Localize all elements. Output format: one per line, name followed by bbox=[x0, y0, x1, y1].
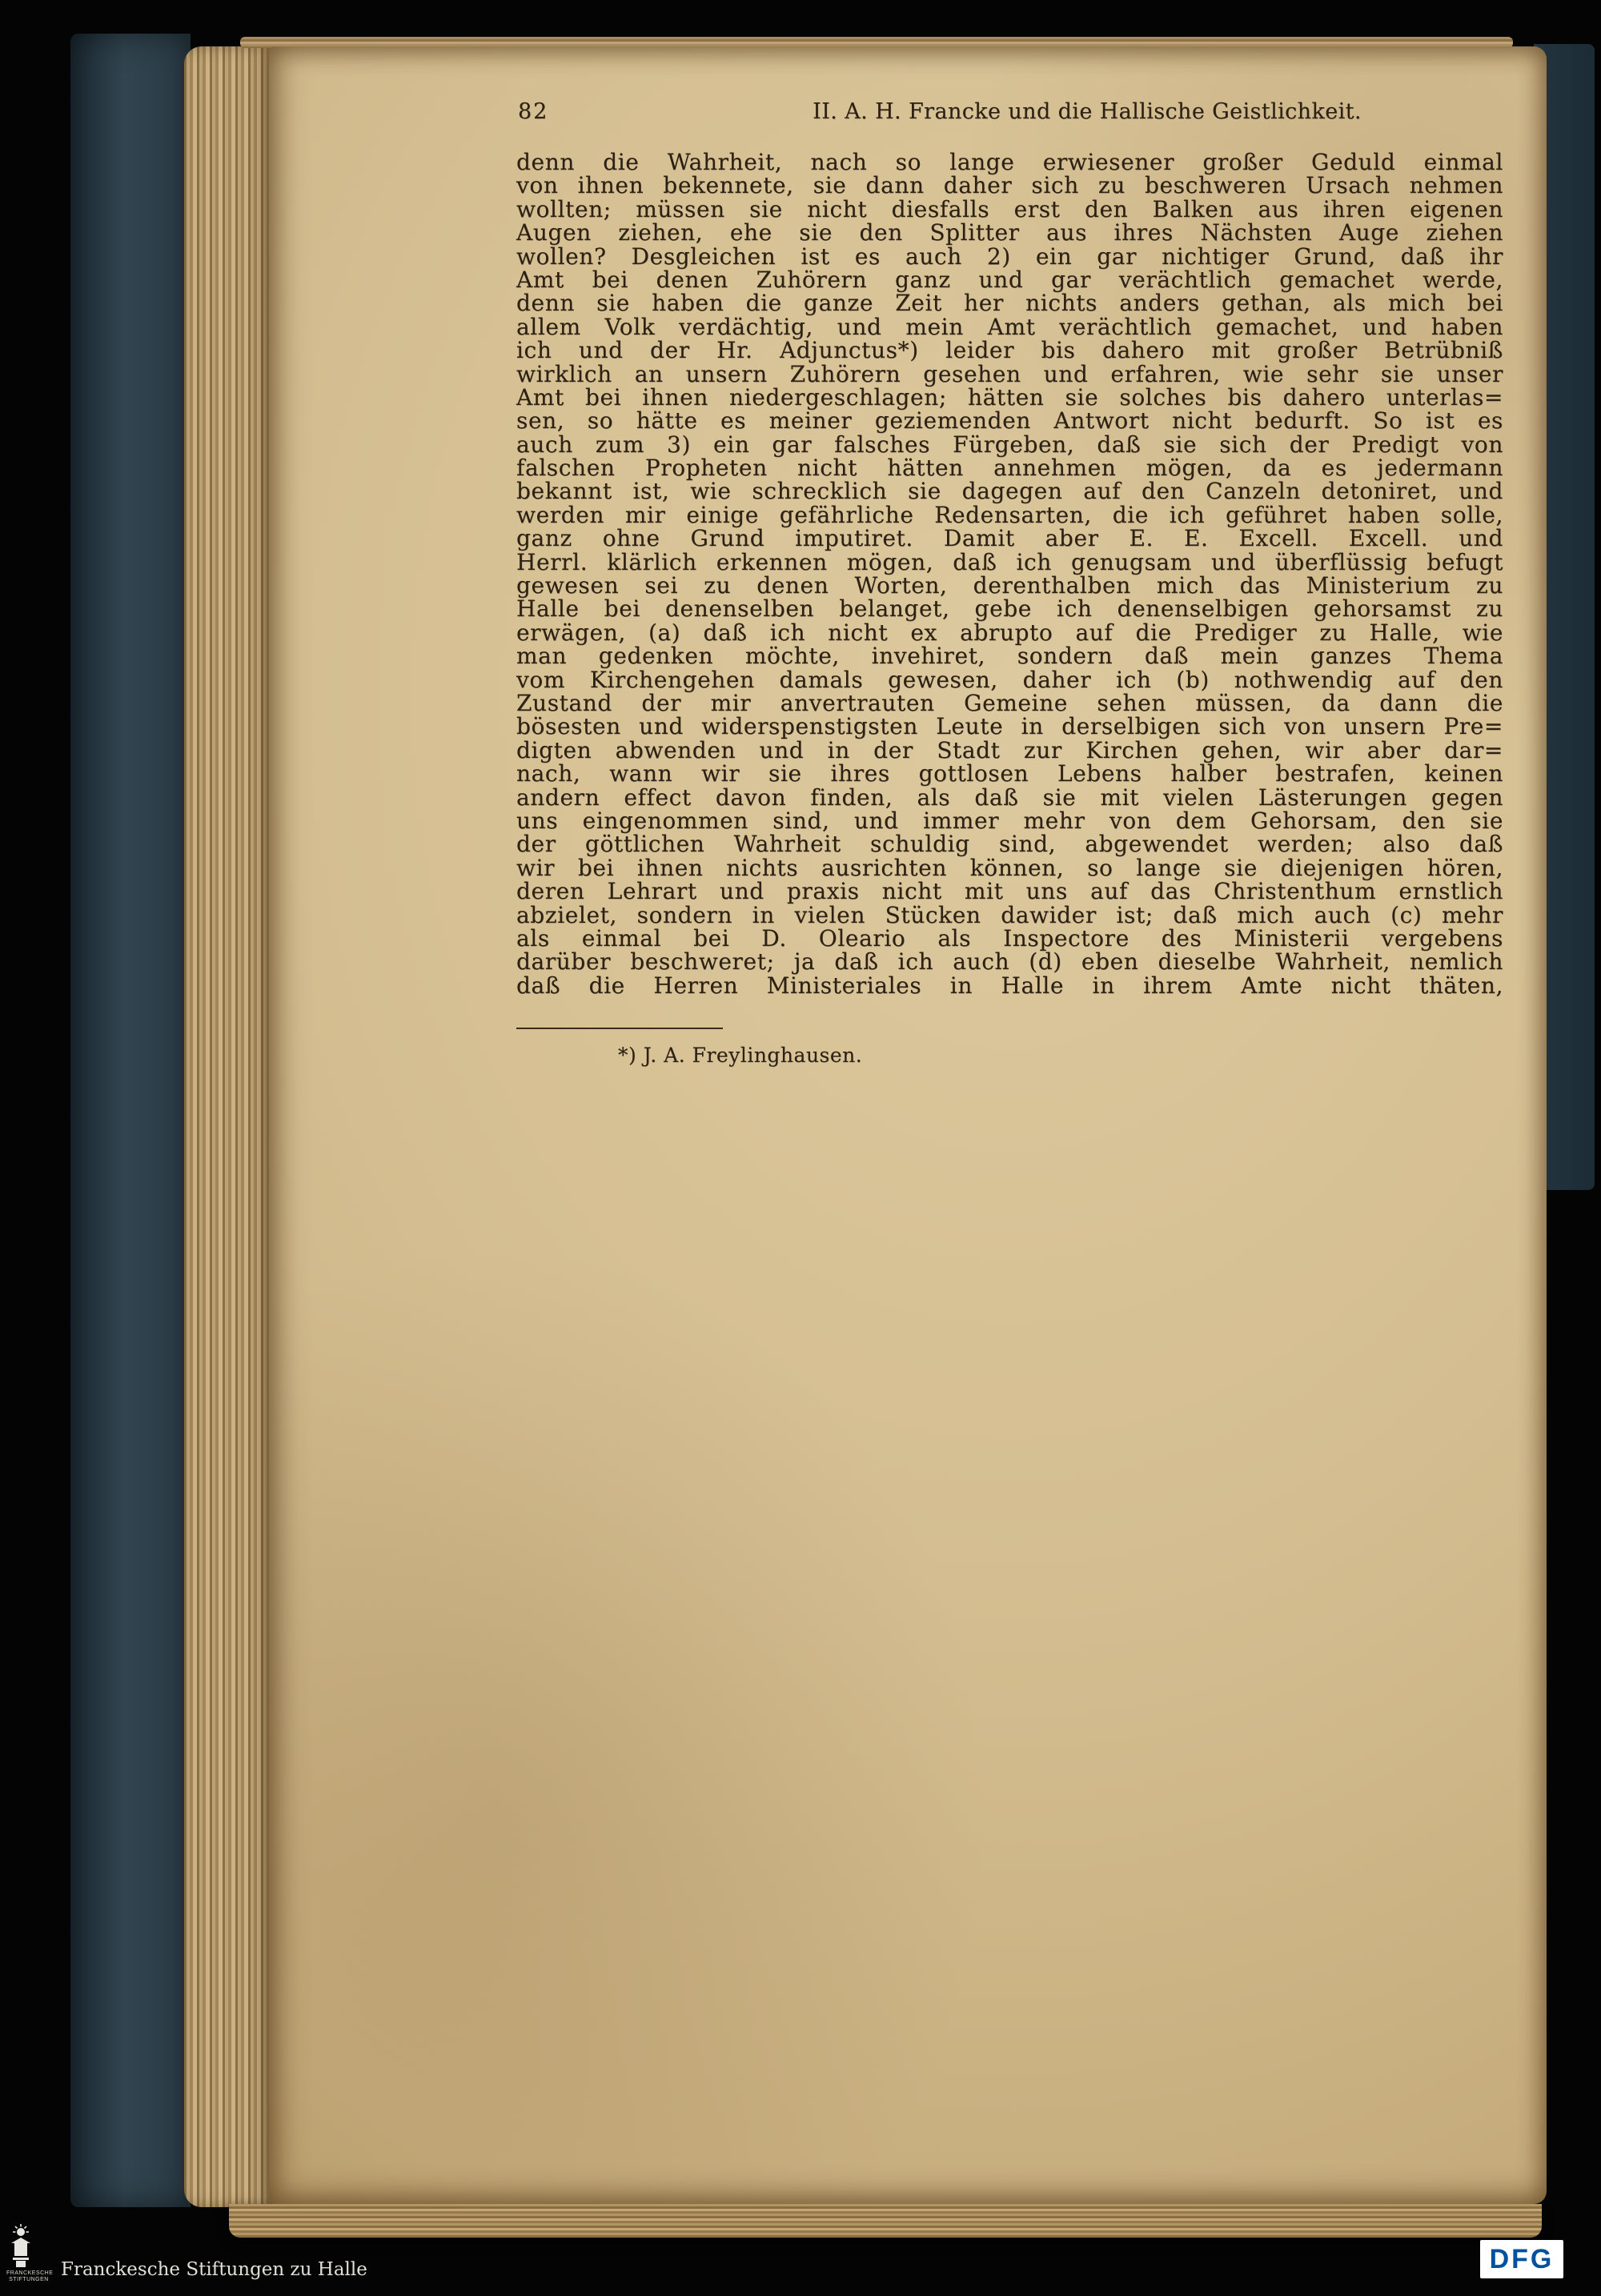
text-line: bekannt ist, wie schrecklich sie dagegen auf den Canzeln detoniret, und bbox=[516, 478, 1503, 505]
text-line: andern effect davon finden, als daß sie mit vielen Lästerungen gegen bbox=[516, 783, 1503, 811]
text-line: auch zum 3) ein gar falsches Fürgeben, daß sie sich der Predigt von bbox=[516, 431, 1503, 458]
text-line: nach, wann wir sie ihres gottlosen Lebens halber bestrafen, keinen bbox=[516, 760, 1503, 787]
text-line: Zustand der mir anvertrauten Gemeine sehen müssen, da dann die bbox=[516, 689, 1503, 716]
book-page bbox=[269, 46, 1547, 2204]
running-title: II. A. H. Francke und die Hallische Geistlichkeit. bbox=[813, 99, 1362, 124]
text-line: falschen Propheten nicht hätten annehmen mögen, da es jedermann bbox=[516, 455, 1503, 482]
text-line: darüber beschweret; ja daß ich auch (d) eben dieselbe Wahrheit, nemlich bbox=[516, 948, 1503, 976]
text-line: uns eingenommen sind, und immer mehr von dem Gehorsam, den sie bbox=[516, 807, 1503, 834]
text-line: der göttlichen Wahrheit schuldig sind, abgewendet werden; also daß bbox=[516, 831, 1503, 858]
text-line: deren Lehrart und praxis nicht mit uns auf das Christenthum ernstlich bbox=[516, 878, 1503, 905]
text-line: Amt bei denen Zuhörern ganz und gar verächtlich gemachet werde, bbox=[516, 266, 1503, 293]
text-line: bösesten und widerspenstigsten Leute in derselbigen sich von unsern Pre= bbox=[516, 713, 1503, 740]
text-line: ganz ohne Grund imputiret. Damit aber E. E. Excell. Excell. und bbox=[516, 525, 1503, 552]
text-line: erwägen, (a) daß ich nicht ex abrupto auf die Prediger zu Halle, wie bbox=[516, 619, 1503, 646]
text-line: wollten; müssen sie nicht diesfalls erst den Balken aus ihren eigenen bbox=[516, 195, 1503, 222]
text-line: sen, so hätte es meiner geziemenden Antwort nicht bedurft. So ist es bbox=[516, 407, 1503, 435]
footnote-separator bbox=[516, 1028, 723, 1029]
text-line: daß die Herren Ministeriales in Halle in ihrem Amte nicht thäten, bbox=[516, 972, 1503, 999]
footnote: *) J. A. Freylinghausen. bbox=[618, 1044, 863, 1067]
text-line: werden mir einige gefährliche Redensarten, die ich geführet haben solle, bbox=[516, 501, 1503, 528]
text-line: denn sie haben die ganze Zeit her nichts anders gethan, als mich bei bbox=[516, 290, 1503, 317]
page-edge-stack-bottom bbox=[229, 2204, 1542, 2238]
page-number: 82 bbox=[518, 99, 549, 124]
text-line: wollen? Desgleichen ist es auch 2) ein gar nichtiger Grund, daß ihr bbox=[516, 242, 1503, 270]
page-header bbox=[516, 98, 1506, 126]
page-edge-stack-left bbox=[184, 46, 271, 2207]
text-line: Halle bei denenselben belanget, gebe ich denenselbigen gehorsamst zu bbox=[516, 595, 1503, 623]
dfg-logo bbox=[1480, 2240, 1563, 2278]
text-line: wir bei ihnen nichts ausrichten können, so lange sie diejenigen hören, bbox=[516, 854, 1503, 881]
text-line: ich und der Hr. Adjunctus*) leider bis dahero mit großer Betrübniß bbox=[516, 337, 1503, 364]
text-line: digten abwenden und in der Stadt zur Kirchen gehen, wir aber dar= bbox=[516, 736, 1503, 763]
dfg-logo-text: DFG bbox=[1489, 2243, 1555, 2274]
text-line: gewesen sei zu denen Worten, derenthalben mich das Ministerium zu bbox=[516, 572, 1503, 599]
body-text bbox=[516, 150, 1503, 997]
text-line: Amt bei ihnen niedergeschlagen; hätten sie solches bis dahero unterlas= bbox=[516, 383, 1503, 411]
text-line: abzielet, sondern in vielen Stücken dawider ist; daß mich auch (c) mehr bbox=[516, 901, 1503, 928]
logo-caption: FRANCKESCHE STIFTUNGEN bbox=[6, 2270, 54, 2282]
book-cover-left bbox=[70, 34, 191, 2207]
text-line: als einmal bei D. Oleario als Inspectore des Ministerii vergebens bbox=[516, 924, 1503, 952]
library-name: Franckesche Stiftungen zu Halle bbox=[61, 2259, 367, 2280]
text-line: denn die Wahrheit, nach so lange erwiesener großer Geduld einmal bbox=[516, 149, 1503, 175]
text-line: man gedenken möchte, invehiret, sondern daß mein ganzes Thema bbox=[516, 643, 1503, 670]
text-line: von ihnen bekennete, sie dann daher sich zu beschweren Ursach nehmen bbox=[516, 172, 1503, 199]
text-line: allem Volk verdächtig, und mein Amt verächtlich gemachet, und haben bbox=[516, 313, 1503, 340]
library-watermark bbox=[6, 2224, 367, 2283]
text-line: vom Kirchengehen damals gewesen, daher ich (b) nothwendig auf den bbox=[516, 666, 1503, 693]
text-line: Herrl. klärlich erkennen mögen, daß ich genugsam und überflüssig befugt bbox=[516, 548, 1503, 575]
text-line: wirklich an unsern Zuhörern gesehen und erfahren, wie sehr sie unser bbox=[516, 360, 1503, 387]
franckesche-stiftungen-logo bbox=[6, 2224, 54, 2283]
text-line: Augen ziehen, ehe sie den Splitter aus ihres Nächsten Auge ziehen bbox=[516, 219, 1503, 246]
